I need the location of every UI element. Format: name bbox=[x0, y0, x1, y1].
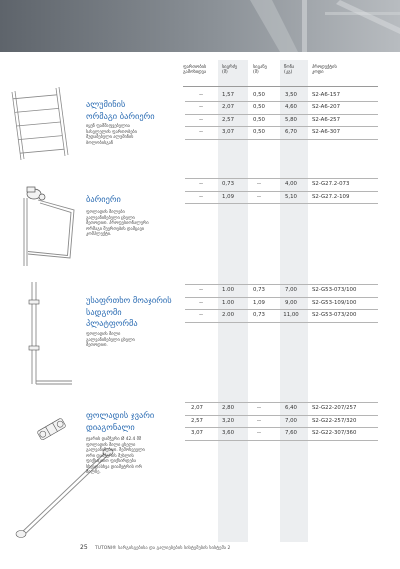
product-table bbox=[185, 284, 378, 323]
cell-code: S2-G27.2-109 bbox=[312, 193, 350, 200]
table-row bbox=[185, 192, 378, 205]
cell-area: -- bbox=[199, 116, 203, 123]
cell-width: 0,50 bbox=[252, 91, 265, 98]
cell-length: 3,07 bbox=[222, 129, 235, 135]
cell-code: S2-G27.2-073 bbox=[312, 181, 350, 187]
table-row bbox=[185, 298, 378, 311]
cell-width: 0,50 bbox=[252, 104, 265, 110]
cell-width: -- bbox=[257, 417, 261, 424]
cell-weight: 9,00 bbox=[284, 299, 297, 306]
table-row bbox=[185, 285, 378, 298]
table-row bbox=[185, 102, 378, 115]
header-photo bbox=[0, 0, 400, 52]
cell-width: 0,73 bbox=[252, 287, 265, 293]
column-header-code: პროდუქტის კოდი bbox=[312, 65, 337, 76]
column-header-length: სიგრძე (მ) bbox=[222, 65, 238, 76]
product-description: ფოლადის მილები გალვანიზებული ცხელი მეთოდით. პროფესიონალური ორმაგი შეერთების დამცავი კომპლექტი. bbox=[86, 210, 149, 237]
table-row bbox=[185, 428, 378, 441]
cell-weight: 7,00 bbox=[284, 287, 297, 293]
cell-code: S2-A6-157 bbox=[312, 91, 341, 98]
cell-length: 1.00 bbox=[222, 287, 235, 293]
cell-area: -- bbox=[199, 129, 203, 135]
cell-code: S2-G22-257/320 bbox=[312, 417, 357, 424]
page-number: 25 bbox=[80, 544, 88, 551]
table-row bbox=[185, 115, 378, 128]
product-table bbox=[185, 178, 378, 204]
cell-length: 2,80 bbox=[222, 405, 235, 411]
cell-weight: 6,70 bbox=[284, 129, 297, 135]
cell-area: 3,07 bbox=[190, 430, 203, 436]
cell-length: 2,57 bbox=[222, 116, 235, 123]
cell-width: 0,73 bbox=[252, 312, 265, 318]
cell-area: -- bbox=[199, 287, 203, 293]
cell-area: 2,57 bbox=[190, 417, 203, 424]
cell-code: S2-G53-073/100 bbox=[312, 287, 357, 293]
cell-weight: 4,60 bbox=[284, 104, 297, 110]
cell-length: 2,07 bbox=[222, 104, 235, 110]
cell-width: -- bbox=[257, 181, 261, 187]
product-title: უსაფრთხო მოაჯირის სადგომი პლატფორმა bbox=[86, 295, 172, 328]
table-row bbox=[185, 90, 378, 103]
barrier-image bbox=[8, 180, 80, 268]
cell-weight: 7,60 bbox=[284, 430, 297, 436]
column-header-area: ფართობის გამოხიდვა bbox=[183, 65, 207, 76]
product-description: ჯვარის დამჭერი Ø 42.4 მმ ფოლადის მილი ცხელი გალვანიზებით. შემოხვეული ორი დამჭერის მუხლის ფიქსაციით ფიქსირდება სხვადასხვა დიამეტრის ორ მილზე. bbox=[86, 437, 145, 475]
cell-area: -- bbox=[199, 104, 203, 110]
cell-area: -- bbox=[199, 299, 203, 306]
column-header-width: სიგანე (მ) bbox=[253, 65, 267, 76]
cell-width: 0,50 bbox=[252, 129, 265, 135]
cell-weight: 5,80 bbox=[284, 116, 297, 123]
header-divider bbox=[183, 86, 378, 87]
cell-width: 1,09 bbox=[252, 299, 265, 306]
table-row bbox=[185, 127, 378, 140]
table-row bbox=[185, 403, 378, 416]
product-title: ალუმინის ორმაგი ბარიერი bbox=[86, 99, 155, 121]
cell-code: S2-A6-207 bbox=[312, 104, 341, 110]
cell-code: S2-A6-307 bbox=[312, 129, 341, 135]
cell-width: 0,50 bbox=[252, 116, 265, 123]
cell-area: -- bbox=[199, 312, 203, 318]
cell-code: S2-G22-307/360 bbox=[312, 430, 357, 436]
cell-length: 2.00 bbox=[222, 312, 235, 318]
cell-code: S2-G22-207/257 bbox=[312, 405, 357, 411]
cell-area: -- bbox=[199, 91, 203, 98]
cell-width: -- bbox=[257, 430, 261, 436]
cell-code: S2-A6-257 bbox=[312, 116, 341, 123]
safety-railing-platform-image bbox=[22, 280, 78, 388]
table-row bbox=[185, 416, 378, 429]
table-row bbox=[185, 179, 378, 192]
product-description: იყენ ფამშაფვებელია სასვლელის ფართობები მუდამებული ალუმინის ბოლობისგან bbox=[86, 124, 137, 146]
cell-weight: 6,40 bbox=[284, 405, 297, 411]
table-row bbox=[185, 310, 378, 323]
cell-area: -- bbox=[199, 181, 203, 187]
cell-code: S2-G53-109/100 bbox=[312, 299, 357, 306]
cell-weight: 4,00 bbox=[284, 181, 297, 187]
cell-weight: 5,10 bbox=[284, 193, 297, 200]
cell-weight: 3,50 bbox=[284, 91, 297, 98]
cell-area: -- bbox=[199, 193, 203, 200]
cell-length: 1.00 bbox=[222, 299, 235, 306]
cell-length: 1,57 bbox=[222, 91, 235, 98]
cell-weight: 7,00 bbox=[284, 417, 297, 424]
column-header-weight: წონა (კგ) bbox=[284, 65, 295, 76]
aluminum-double-barrier-image bbox=[6, 86, 72, 164]
product-title: ფოლადის ჯვარი დიაგონალი bbox=[86, 410, 155, 432]
cell-width: -- bbox=[257, 193, 261, 200]
cell-width: -- bbox=[257, 405, 261, 411]
product-description: ფოლადის მილი გალვანიზებული ცხელი მეთოდით. bbox=[86, 332, 135, 348]
product-table bbox=[185, 402, 378, 441]
cell-length: 3,20 bbox=[222, 417, 235, 424]
cell-length: 3,60 bbox=[222, 430, 235, 436]
cell-length: 0,73 bbox=[222, 181, 235, 187]
product-title: ბარიერი bbox=[86, 194, 121, 204]
cell-area: 2,07 bbox=[190, 405, 203, 411]
cell-code: S2-G53-073/200 bbox=[312, 312, 357, 318]
footer-text: TUTONI® სარგისგებისა და გალიებების სისტემების სისტემა 2 bbox=[95, 545, 231, 551]
product-table bbox=[185, 90, 378, 140]
cell-length: 1,09 bbox=[222, 193, 235, 200]
cell-weight: 11,00 bbox=[283, 312, 299, 318]
